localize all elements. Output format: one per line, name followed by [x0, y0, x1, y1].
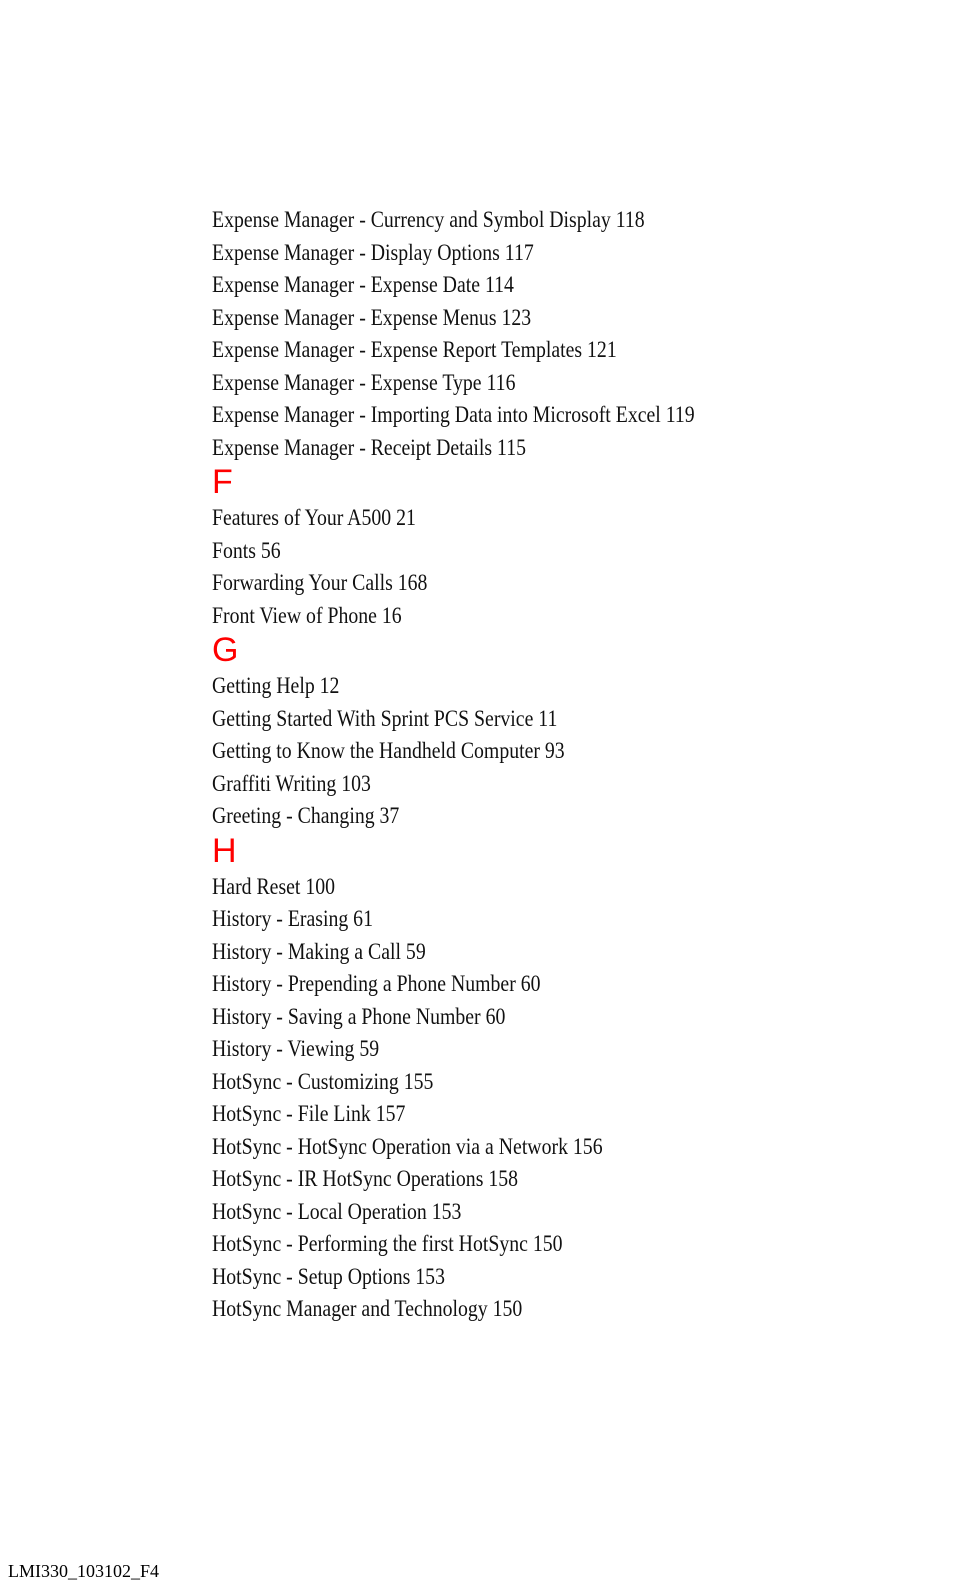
index-entry: History - Erasing 61 — [212, 906, 373, 931]
index-entry: Getting Help 12 — [212, 673, 340, 698]
index-entry: Expense Manager - Expense Date 114 — [212, 272, 514, 297]
section-letter-heading: H — [212, 831, 237, 870]
index-entry: History - Saving a Phone Number 60 — [212, 1003, 506, 1029]
section-letter-heading: F — [212, 463, 233, 501]
index-entry: HotSync Manager and Technology 150 — [212, 1296, 523, 1321]
index-section — [212, 630, 912, 833]
index-entry: Getting Started With Sprint PCS Service 11 — [212, 705, 558, 731]
index-entry: HotSync - IR HotSync Operations 158 — [212, 1166, 519, 1191]
index-entry: Expense Manager - Importing Data into Microsoft Excel 119 — [212, 402, 695, 427]
index-entry: HotSync - Local Operation 153 — [212, 1198, 462, 1224]
index-entry: Forwarding Your Calls 168 — [212, 570, 428, 595]
document-code: LMI330_103102_F4 — [8, 1561, 160, 1581]
index-entry: HotSync - Customizing 155 — [212, 1068, 434, 1094]
index-entry: Expense Manager - Display Options 117 — [212, 239, 534, 265]
index-entry: Expense Manager - Expense Type 116 — [212, 369, 516, 395]
index-entry: HotSync - File Link 157 — [212, 1101, 406, 1126]
index-entry: Graffiti Writing 103 — [212, 770, 371, 796]
index-entry: HotSync - Performing the first HotSync 150 — [212, 1231, 563, 1256]
index-entry: Greeting - Changing 37 — [212, 803, 400, 828]
index-entry: Expense Manager - Receipt Details 115 — [212, 434, 526, 460]
index-entry: Front View of Phone 16 — [212, 602, 402, 628]
index-entry: HotSync - HotSync Operation via a Network 156 — [212, 1133, 603, 1159]
index-entry: Expense Manager - Expense Report Templates 121 — [212, 337, 617, 362]
index-entry: History - Viewing 59 — [212, 1036, 380, 1061]
index-entry: Getting to Know the Handheld Computer 93 — [212, 738, 565, 763]
index-entry: History - Prepending a Phone Number 60 — [212, 971, 541, 996]
section-letter-heading: G — [212, 631, 239, 669]
index-section — [212, 462, 912, 632]
index-section — [212, 204, 912, 464]
index-entry: Expense Manager - Currency and Symbol Display 118 — [212, 207, 645, 232]
index-entry: Features of Your A500 21 — [212, 505, 416, 530]
index-entry: Hard Reset 100 — [212, 873, 336, 899]
index-entry: HotSync - Setup Options 153 — [212, 1263, 445, 1289]
index-list — [212, 204, 912, 1326]
index-entry: Expense Manager - Expense Menus 123 — [212, 304, 532, 330]
index-section — [212, 831, 912, 1326]
index-entry: Fonts 56 — [212, 537, 281, 563]
index-entry: History - Making a Call 59 — [212, 938, 426, 964]
